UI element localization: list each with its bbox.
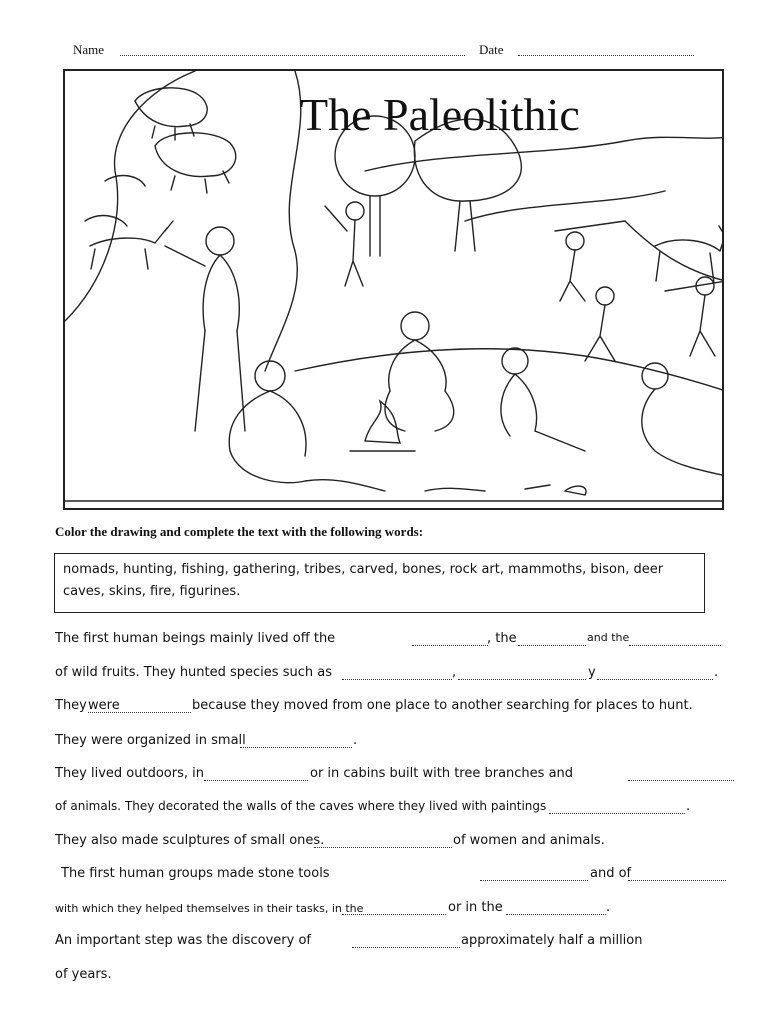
instructions: Color the drawing and complete the text with the following words: [55, 524, 424, 539]
text-line-6-b: . [686, 799, 691, 814]
text-line-3-c: because they moved from one place to another searching for places to hunt. [192, 698, 693, 713]
blank-16[interactable] [506, 914, 606, 915]
text-line-2-a: of wild fruits. They hunted species such as [55, 665, 332, 680]
blank-17[interactable] [352, 947, 460, 948]
text-line-8-b: and of [590, 866, 632, 881]
text-line-1-c: and the [587, 631, 630, 644]
text-line-11: of years. [55, 967, 112, 982]
text-line-2-d: . [714, 665, 719, 680]
blank-1[interactable] [412, 645, 488, 646]
text-line-6-a: of animals. They decorated the walls of the caves where they lived with paintings [55, 799, 547, 813]
name-label: Name [73, 42, 105, 57]
text-line-9-b: or in the [448, 900, 503, 915]
blank-7[interactable] [88, 712, 191, 713]
date-blank[interactable] [518, 55, 694, 56]
text-line-9-c: . [606, 900, 611, 915]
text-line-8-a: The first human groups made stone tools [61, 866, 330, 881]
date-label: Date [479, 42, 504, 57]
blank-12[interactable] [314, 847, 452, 848]
blank-11[interactable] [549, 813, 685, 814]
text-line-7-b: of women and animals. [453, 833, 605, 848]
blank-10[interactable] [628, 780, 734, 781]
text-line-10-b: approximately half a million [461, 933, 643, 948]
answer-nomads-hint: were [88, 698, 120, 713]
blank-2[interactable] [518, 645, 586, 646]
blank-15[interactable] [342, 914, 446, 915]
blank-5[interactable] [458, 679, 586, 680]
worksheet-title: The Paleolithic [300, 89, 580, 140]
word-bank [54, 553, 705, 613]
text-line-10-a: An important step was the discovery of [55, 933, 311, 948]
blank-14[interactable] [628, 880, 726, 881]
text-line-4-a: They were organized in small [55, 733, 246, 748]
word-bank-line-1: nomads, hunting, fishing, gathering, tribes, carved, bones, rock art, mammoths, bison, deer [63, 562, 664, 577]
text-line-7-a: They also made sculptures of small ones. [55, 833, 325, 848]
text-line-1-b: , the [487, 631, 517, 646]
text-line-3-a: They [55, 698, 87, 713]
text-line-9-a: with which they helped themselves in their tasks, in the [55, 902, 364, 915]
blank-9[interactable] [204, 780, 308, 781]
name-blank[interactable] [120, 55, 465, 56]
blank-13[interactable] [480, 880, 588, 881]
blank-8[interactable] [240, 747, 352, 748]
word-bank-line-2: caves, skins, fire, figurines. [63, 584, 241, 599]
text-line-1-a: The first human beings mainly lived off the [55, 631, 336, 646]
text-line-2-c: y [588, 665, 596, 680]
text-line-2-b: , [452, 665, 457, 680]
text-line-5-a: They lived outdoors, in [55, 766, 204, 781]
text-line-4-b: . [353, 733, 358, 748]
text-line-5-b: or in cabins built with tree branches and [310, 766, 574, 781]
blank-3[interactable] [629, 645, 721, 646]
blank-6[interactable] [597, 679, 713, 680]
blank-4[interactable] [342, 679, 452, 680]
